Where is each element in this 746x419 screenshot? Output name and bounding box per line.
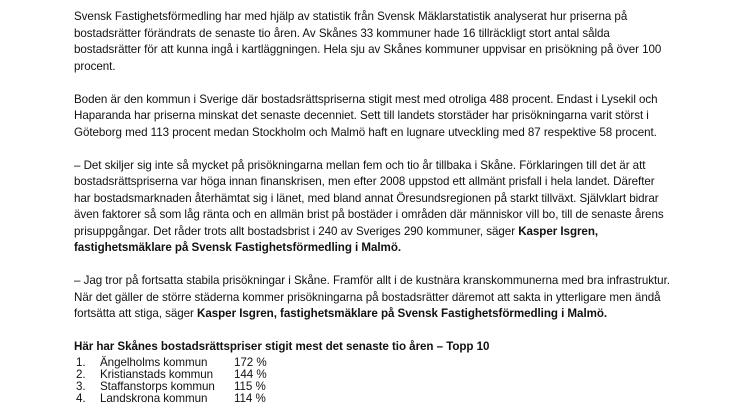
paragraph-boden-text: Boden är den kommun i Sverige där bostadsrättspriserna stigit mest med otroliga 488 procent. Endast i Lysekil och Haparanda har priserna minskat det senaste decenniet. Sett till landets storstäder har prisökningarna varit störst i Göteborg med 113 procent medan Stockholm och Malmö haft en lugnare utveckling med 87 respektive 58 procent. <box>74 92 658 139</box>
list-item-rank: 4. <box>76 391 86 405</box>
paragraph-quote-2-text: – Jag tror på fortsatta stabila prisökningar i Skåne. Framför allt i de kustnära kranskommunerna med bra infrastruktur. När det gäller de större städerna kommer prisökningarna på bostadsrätter däremot att sakta in ytterligare men ändå fortsätta att stiga, säger <box>74 274 670 320</box>
list-item <box>74 393 674 405</box>
list-item <box>74 357 674 369</box>
paragraph-quote-1 <box>74 158 674 257</box>
document-page <box>74 9 674 405</box>
list-item-value: 115 % <box>234 379 266 393</box>
list-item-name: Staffanstorps kommun <box>100 379 215 393</box>
list-item-value: 172 % <box>234 355 267 369</box>
list-item-name: Landskrona kommun <box>100 391 208 405</box>
list-item-value: 144 % <box>234 367 267 381</box>
list-item-rank: 3. <box>76 379 86 393</box>
list-item-name: Kristianstads kommun <box>100 367 214 381</box>
paragraph-intro <box>74 9 674 75</box>
paragraph-boden <box>74 92 674 142</box>
list-item <box>74 369 674 381</box>
paragraph-intro-text: Svensk Fastighetsförmedling har med hjälp av statistik från Svensk Mäklarstatistik analyserat hur priserna på bostadsrätter förändrats de senaste tio åren. Av Skånes 33 kommuner hade 16 tillräckligt stort antal sålda bostadsrätter för att kunna ingå i kartläggningen. Hela sju av Skånes kommuner uppvisar en prisökning på över 100 procent. <box>74 10 662 73</box>
top-list <box>74 357 674 405</box>
list-item-rank: 1. <box>76 355 86 369</box>
quote-1-attribution: Kasper Isgren, fastighetsmäklare på Svensk Fastighetsförmedling i Malmö. <box>74 224 599 254</box>
list-item-name: Ängelholms kommun <box>100 355 208 369</box>
paragraph-quote-1-text: – Det skiljer sig inte så mycket på prisökningarna mellan fem och tio år tillbaka i Skåne. Förklaringen till det är att bostadsrättspriserna var höga innan finanskrisen, men efter 2008 uppstod ett allmänt prisfall i hela landet. Därefter har bostadsmarknaden återhämtat sig i länet, med bland annat Öresundsregionen på starkt tillväxt. Självklart bidrar även faktorer så som låg ränta och en allmän brist på bostäder i områden där människor vill bo, till de senaste årens prisuppgångar. Det råder trots allt bostadsbrist i 240 av Sveriges 290 kommuner, säger <box>74 158 664 238</box>
quote-2-attribution: Kasper Isgren, fastighetsmäklare på Svensk Fastighetsförmedling i Malmö. <box>197 307 608 320</box>
paragraph-quote-2 <box>74 273 674 323</box>
list-item <box>74 381 674 393</box>
list-heading: Här har Skånes bostadsrättspriser stigit mest det senaste tio åren – Topp 10 <box>74 340 490 353</box>
list-item-value: 114 % <box>234 391 266 405</box>
list-item-rank: 2. <box>76 367 86 381</box>
